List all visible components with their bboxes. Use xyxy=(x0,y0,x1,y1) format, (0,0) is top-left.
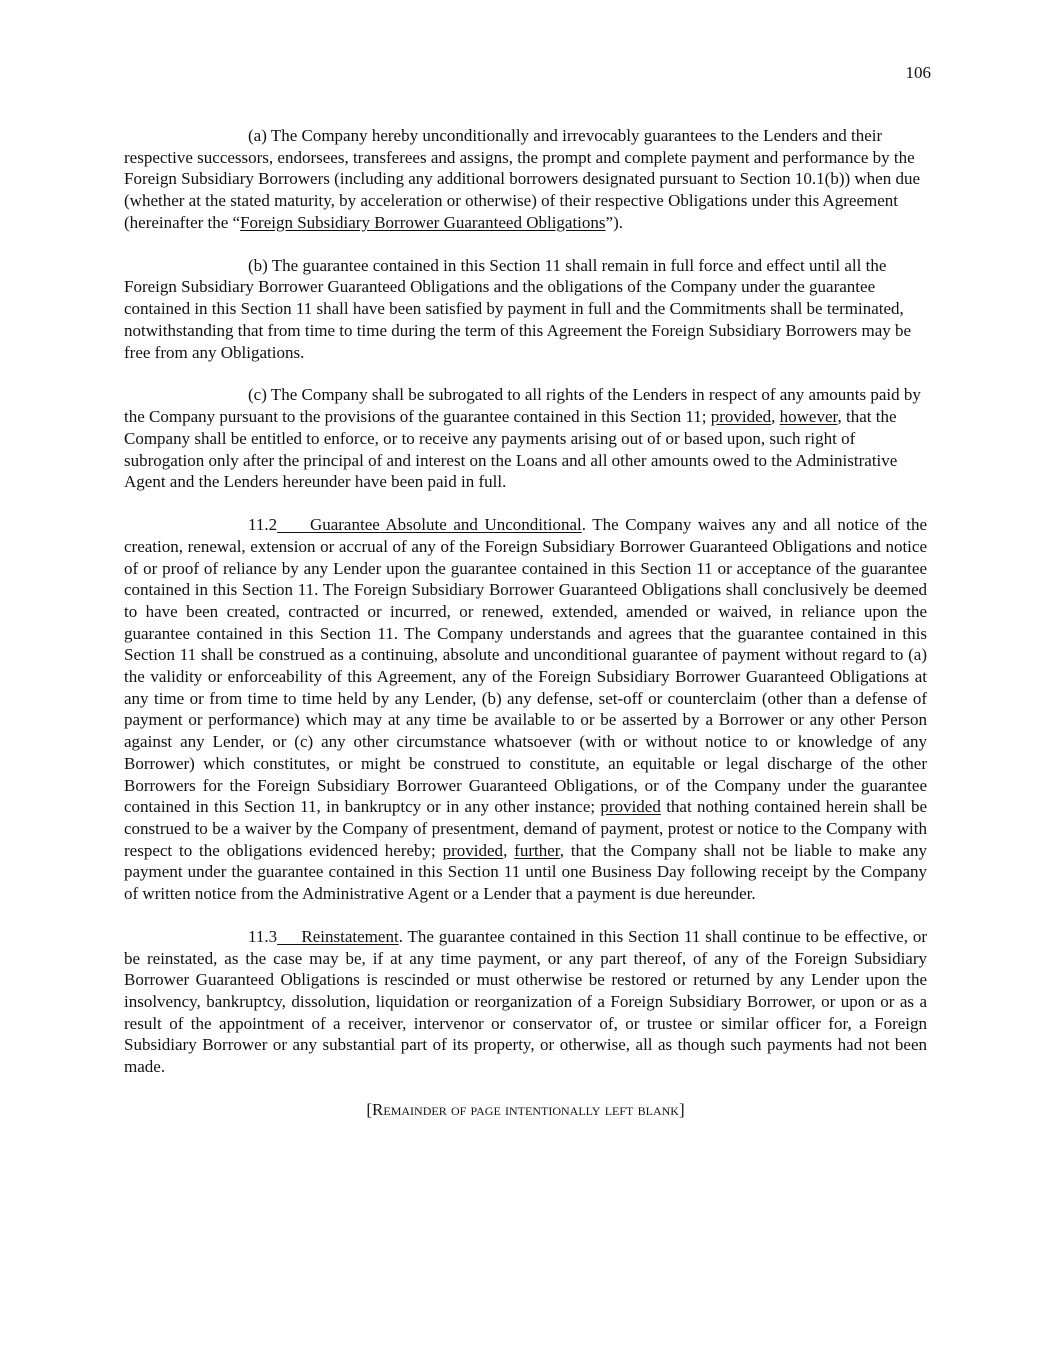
section-11-2-text-2: that nothing contained herein shall be construed to be a waiver by the Company of presentment, demand of payment, protest or notice to the Company with respect to the obligations evidenced hereby; xyxy=(124,797,927,860)
provided-term: provided xyxy=(710,407,772,427)
document-body xyxy=(124,125,927,1121)
paragraph-a-lead: (a) The Company hereby unconditionally and irrevocably guarantees to the Lenders and their respective successors, endorsees, transferees and assigns, the prompt and complete payment and performance by the Foreign Subsidiary Borrowers (including any additional borrowers designated pursuant to Section 10.1(b)) when due (whether at the stated maturity, by acceleration or otherwise) of their respective Obligations under this Agreement (hereinafter the “ xyxy=(124,126,921,232)
section-11-2-heading-text: Guarantee Absolute and Unconditional xyxy=(309,515,582,535)
bracket-open: [ xyxy=(366,1100,373,1120)
section-11-2-number: 11.2 xyxy=(248,515,278,535)
paragraph-a xyxy=(124,125,927,234)
section-11-2-text-1: . The Company waives any and all notice of the creation, renewal, extension or accrual of any of the Foreign Subsidiary Borrower Guaranteed Obligations and notice of or proof of reliance by any Lender upon the guarantee contained in this Section 11 or acceptance of the guarantee contained in this Section 11. The Foreign Subsidiary Borrower Guaranteed Obligations shall conclusively be deemed to have been created, contracted or incurred, or renewed, extended, amended or waived, in reliance upon the guarantee contained in this Section 11. The Company understands and agrees that the guarantee contained in this Section 11 shall be construed as a continuing, absolute and unconditional guarantee of payment without regard to (a) the validity or enforceability of this Agreement, any of the Foreign Subsidiary Borrower Guaranteed Obligations at any time or from time to time held by any Lender, (b) any defense, set-off or counterclaim (other than a defense of payment or performance) which may at any time be available to or be asserted by a Borrower or any other Person against any Lender, or (c) any other circumstance whatsoever (with or without notice to or knowledge of any Borrower) which constitutes, or might be construed to constitute, an equitable or legal discharge of the other Borrowers for the Foreign Subsidiary Borrower Guaranteed Obligations, or of the Company under the guarantee contained in this Section 11, in bankruptcy or in any other instance; xyxy=(124,515,927,817)
defined-term-guaranteed-obligations: Foreign Subsidiary Borrower Guaranteed Obligations xyxy=(240,212,606,232)
section-11-2 xyxy=(124,514,927,905)
paragraph-c-lead: (c) The Company shall be subrogated to all rights of the Lenders in respect of any amounts paid by the Company pursuant to the provisions of the guarantee contained in this Section 11; xyxy=(124,385,921,427)
remainder-blank-note xyxy=(124,1099,927,1121)
bracket-close: ] xyxy=(678,1100,685,1120)
section-11-2-heading xyxy=(277,515,582,534)
paragraph-c-tail: , that the Company shall be entitled to enforce, or to receive any payments arising out of or based upon, such right of subrogation only after the principal of and interest on the Loans and all other amounts owed to the Administrative Agent and the Lenders hereunder have been paid in full. xyxy=(124,407,898,492)
comma: , xyxy=(503,840,515,860)
remainder-blank-text: Remainder of page intentionally left blank xyxy=(372,1100,679,1120)
paragraph-b-text: (b) The guarantee contained in this Section 11 shall remain in full force and effect until all the Foreign Subsidiary Borrower Guaranteed Obligations and the obligations of the Company under the guarantee contained in this Section 11 shall have been satisfied by payment in full and the Commitments shall be terminated, notwithstanding that from time to time during the term of this Agreement the Foreign Subsidiary Borrowers may be free from any Obligations. xyxy=(124,255,912,362)
however-term: however xyxy=(779,407,838,427)
section-11-3-number: 11.3 xyxy=(248,926,278,946)
page-number: 106 xyxy=(905,63,931,82)
paragraph-b xyxy=(124,255,927,364)
provided-term: provided xyxy=(600,797,661,817)
comma: , xyxy=(771,407,780,427)
paragraph-c xyxy=(124,384,927,493)
section-11-2-text-3: , that the Company shall not be liable to make any payment under the guarantee contained in this Section 11 until one Business Day following receipt by the Company of written notice from the Administrative Agent or a Lender that a payment is due hereunder. xyxy=(124,840,927,904)
section-11-3-text: . The guarantee contained in this Section 11 shall continue to be effective, or be reinstated, as the case may be, if at any time payment, or any part thereof, of any of the Foreign Subsidiary Borrower Guaranteed Obligations is rescinded or must otherwise be restored or returned by any Lender upon the insolvency, bankruptcy, dissolution, liquidation or reorganization of a Foreign Subsidiary Borrower, or upon or as a result of the appointment of a receiver, intervenor or conservator of, or trustee or similar officer for, a Foreign Subsidiary Borrower or any substantial part of its property, or otherwise, all as though such payments had not been made. xyxy=(124,926,927,1077)
further-term: further xyxy=(514,840,560,860)
section-11-3 xyxy=(124,926,927,1078)
provided-term: provided xyxy=(442,840,504,860)
section-11-3-heading-text: Reinstatement xyxy=(301,926,399,946)
paragraph-a-tail: ”). xyxy=(605,212,623,232)
section-11-3-heading xyxy=(277,927,399,946)
